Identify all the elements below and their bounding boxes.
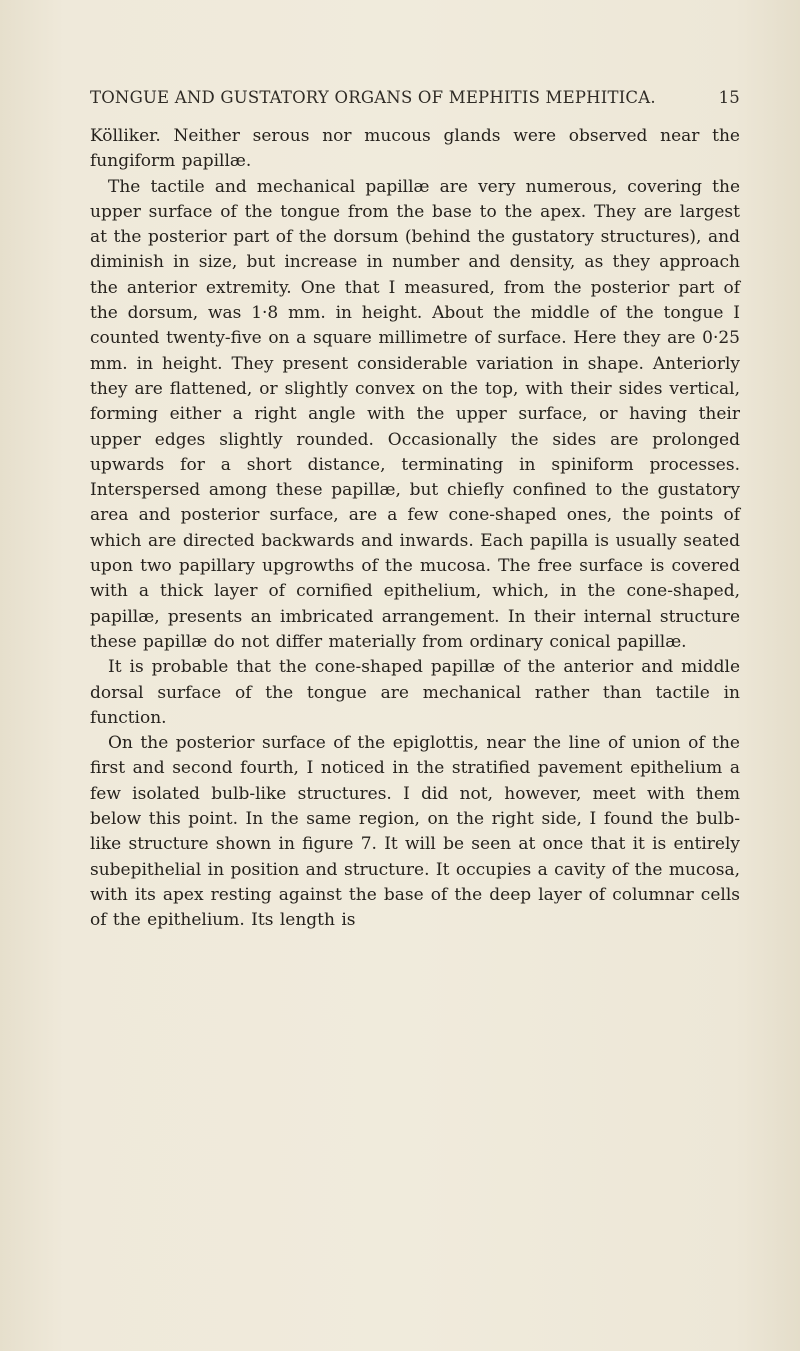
running-header xyxy=(90,88,740,107)
body-text xyxy=(90,124,740,934)
paragraph-4: On the posterior surface of the epiglottis, near the line of union of the first and second fourth, I noticed in the stratified pavement epithelium a few isolated bulb-like structures. I did not, however, meet with them below this point. In the same region, on the right side, I found the bulb-like structure shown in figure 7. It will be seen at once that it is entirely subepithelial in position and structure. It occupies a cavity of the mucosa, with its apex resting against the base of the deep layer of columnar cells of the epithelium. Its length is xyxy=(90,733,740,931)
paragraph-2: The tactile and mechanical papillæ are very numerous, covering the upper surface of the tongue from the base to the apex. They are largest at the posterior part of the dorsum (behind the gustatory structures), and diminish in size, but increase in number and density, as they approach the anterior extremity. One that I measured, from the posterior part of the dorsum, was 1·8 mm. in height. About the middle of the tongue I counted twenty-five on a square millimetre of surface. Here they are 0·25 mm. in height. They present considerable variation in shape. Anteriorly they are flattened, or slightly convex on the top, with their sides vertical, forming either a right angle with the upper surface, or having their upper edges slightly rounded. Occasionally the sides are prolonged upwards for a short distance, terminating in spiniform processes. Interspersed among these papillæ, but chiefly confined to the gustatory area and posterior surface, are a few cone-shaped ones, the points of which are directed backwards and inwards. Each papilla is usually seated upon two papillary upgrowths of the mucosa. The free surface is covered with a thick layer of cornified epithelium, which, in the cone-shaped, papillæ, presents an imbricated arrangement. In their internal structure these papillæ do not differ materially from ordinary conical papillæ. xyxy=(90,176,740,652)
paragraph-1: Kölliker. Neither serous nor mucous glands were observed near the fungiform papillæ. xyxy=(90,126,740,172)
running-title: TONGUE AND GUSTATORY ORGANS OF MEPHITIS MEPHITICA. xyxy=(90,88,656,107)
page-number: 15 xyxy=(718,88,740,107)
paragraph-3: It is probable that the cone-shaped papillæ of the anterior and middle dorsal surface of the tongue are mechanical rather than tactile in function. xyxy=(90,657,740,728)
